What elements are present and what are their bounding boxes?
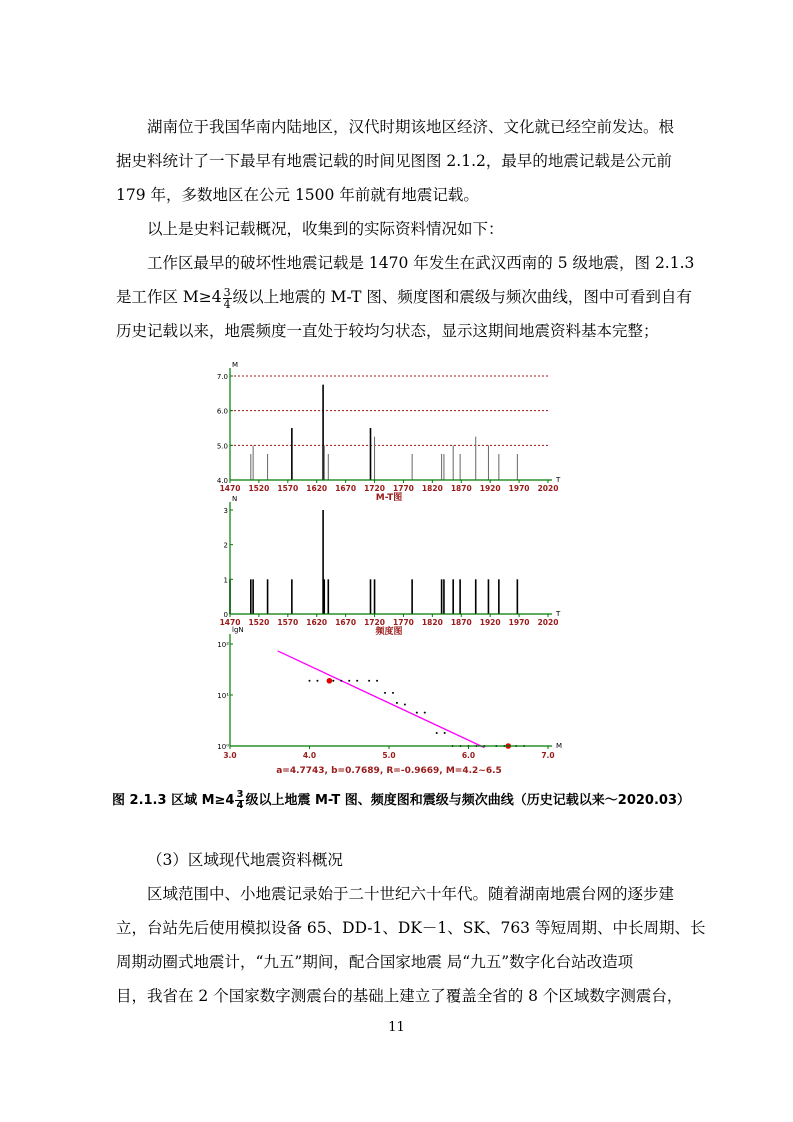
mt-chart-y-tick-label: 7.0 xyxy=(216,373,228,381)
mt-chart-x-tick-label: 1520 xyxy=(248,484,270,493)
paragraph-2 xyxy=(116,212,686,246)
freq-chart-x-tick-label: 1970 xyxy=(508,618,530,627)
data-point xyxy=(356,680,358,682)
paragraph-5 xyxy=(116,877,706,1013)
data-point xyxy=(416,712,418,714)
fraction xyxy=(223,287,232,310)
mf-x-tick-label: 4.0 xyxy=(302,751,317,760)
text-line: 以上是史料记载概况，收集到的实际资料情况如下： xyxy=(147,220,504,238)
fit-line xyxy=(278,651,485,748)
freq-chart-x-tick-label: 1520 xyxy=(248,618,270,627)
freq-chart-y-tick-label: 1 xyxy=(223,576,228,585)
caption-prefix: 图 2.1.3 区域 M≥4 xyxy=(112,793,235,808)
data-point xyxy=(316,680,318,682)
freq-chart-title: 频度图 xyxy=(375,627,403,637)
text-line: 区域范围中、小地震记录始于二十世纪六十年代。随着湖南地震台网的逐步建 xyxy=(147,885,675,903)
mt-chart-y-tick-label: 4.0 xyxy=(216,477,228,485)
data-point xyxy=(348,680,350,682)
fraction-denominator: 4 xyxy=(236,800,244,811)
text-line xyxy=(116,280,692,314)
mf-y-tick-label: 10⁰ xyxy=(217,743,229,751)
freq-chart-y-tick-label: 2 xyxy=(223,541,228,550)
mt-chart-x-tick-label: 1920 xyxy=(479,484,501,493)
mt-chart-x-tick-label: 1970 xyxy=(508,484,530,493)
mt-chart-x-tick-label: 1870 xyxy=(450,484,472,493)
text-line: 历史记载以来，地震频度一直处于较均匀状态，显示这期间地震资料基本完整； xyxy=(116,322,659,340)
data-point xyxy=(436,732,438,734)
freq-chart-y-tick-label: 0 xyxy=(223,611,228,619)
mf-annotation: a=4.7743, b=0.7689, R=-0.9669, M=4.2~6.5 xyxy=(276,766,502,776)
mf-y-tick-label: 10¹ xyxy=(217,692,229,700)
text-line: 目，我省在 2 个国家数字测震台的基础上建立了覆盖全省的 8 个区域数字测震台， xyxy=(116,987,683,1005)
data-point xyxy=(340,680,342,682)
mt-chart-x-tick-label: 1570 xyxy=(277,484,299,493)
caption-suffix: 级以上地震 M-T 图、频度图和震级与频次曲线（历史记载以来～2020.03） xyxy=(245,793,690,808)
mf-x-axis-label: M xyxy=(556,742,563,750)
text-line: 179 年，多数地区在公元 1500 年前就有地震记载。 xyxy=(116,186,479,204)
mt-chart-x-tick-label: 1720 xyxy=(364,484,385,493)
fraction-denominator: 4 xyxy=(223,297,231,311)
mt-chart-x-tick-label: 1670 xyxy=(335,484,357,493)
mf-x-tick-label: 3.0 xyxy=(223,751,237,760)
mt-chart-x-tick-label: 2020 xyxy=(537,484,559,493)
freq-chart-y-axis-label: N xyxy=(232,495,238,503)
freq-chart-y-tick-label: 3 xyxy=(223,507,228,515)
paragraph-1 xyxy=(116,110,686,212)
data-point xyxy=(404,704,406,706)
figure-caption xyxy=(112,790,690,811)
fraction-numerator: 3 xyxy=(223,285,231,299)
text-segment: 是工作区 M≥4 xyxy=(116,288,222,306)
mf-x-tick-label: 7.0 xyxy=(541,751,555,760)
freq-chart-x-tick-label: 1470 xyxy=(219,618,241,627)
freq-chart-x-axis-label: T xyxy=(556,610,561,618)
text-line: 周期动圈式地震计，“九五”期间，配合国家地震 局“九五”数字化台站改造项 xyxy=(116,953,634,971)
mf-y-tick-label: 10² xyxy=(217,641,229,649)
fraction-numerator: 3 xyxy=(236,789,244,800)
data-point xyxy=(396,702,398,704)
mf-x-tick-label: 5.0 xyxy=(382,751,396,760)
text-line: 据史料统计了一下最早有地震记载的时间见图图 2.1.2，最早的地震记载是公元前 xyxy=(116,152,672,170)
mt-chart-x-tick-label: 1470 xyxy=(219,484,241,493)
mt-chart-x-axis-label: T xyxy=(556,476,561,484)
data-point xyxy=(309,680,311,682)
figure-charts xyxy=(216,358,563,783)
freq-chart-x-tick-label: 1670 xyxy=(335,618,357,627)
freq-chart-x-tick-label: 1720 xyxy=(364,618,385,627)
paragraph-4 xyxy=(116,843,686,877)
page-number: 11 xyxy=(388,1020,405,1035)
mt-chart-y-axis-label: M xyxy=(232,361,239,369)
highlight-point xyxy=(327,678,333,684)
freq-chart-x-tick-label: 1570 xyxy=(277,618,299,627)
mf-x-tick-label: 6.0 xyxy=(461,751,476,760)
data-point xyxy=(424,712,426,714)
mt-chart-y-tick-label: 5.0 xyxy=(216,442,228,451)
mt-chart-title: M-T图 xyxy=(375,493,403,503)
mf-y-axis-label: lgN xyxy=(232,626,244,634)
fraction xyxy=(235,790,244,811)
mt-chart-y-tick-label: 6.0 xyxy=(216,407,228,416)
data-point xyxy=(332,680,334,682)
freq-chart-x-tick-label: 2020 xyxy=(537,618,559,627)
paragraph-3 xyxy=(116,246,695,348)
freq-chart-x-tick-label: 1870 xyxy=(450,618,472,627)
freq-chart-x-tick-label: 1620 xyxy=(306,618,328,627)
text-line: 工作区最早的破坏性地震记载是 1470 年发生在武汉西南的 5 级地震，图 2.1.3 xyxy=(147,254,695,272)
freq-chart-x-tick-label: 1770 xyxy=(393,618,414,627)
data-point xyxy=(368,680,370,682)
data-point xyxy=(384,692,386,694)
figure-2-1-3 xyxy=(216,358,563,787)
text-segment: 级以上地震的 M-T 图、频度图和震级与频次曲线，图中可看到自有 xyxy=(232,288,692,306)
mt-chart-x-tick-label: 1820 xyxy=(421,484,443,493)
freq-chart-x-tick-label: 1820 xyxy=(421,618,443,627)
mt-chart-x-tick-label: 1770 xyxy=(393,484,414,493)
text-line: 立，台站先后使用模拟设备 65、DD-1、DK－1、SK、763 等短周期、中长周期、长 xyxy=(116,919,706,937)
data-point xyxy=(392,692,394,694)
data-point xyxy=(376,680,378,682)
mt-chart-x-tick-label: 1620 xyxy=(306,484,328,493)
section-heading: （3）区域现代地震资料概况 xyxy=(147,851,343,869)
text-line: 湖南位于我国华南内陆地区，汉代时期该地区经济、文化就已经空前发达。根 xyxy=(147,118,675,136)
data-point xyxy=(444,732,446,734)
freq-chart-x-tick-label: 1920 xyxy=(479,618,501,627)
